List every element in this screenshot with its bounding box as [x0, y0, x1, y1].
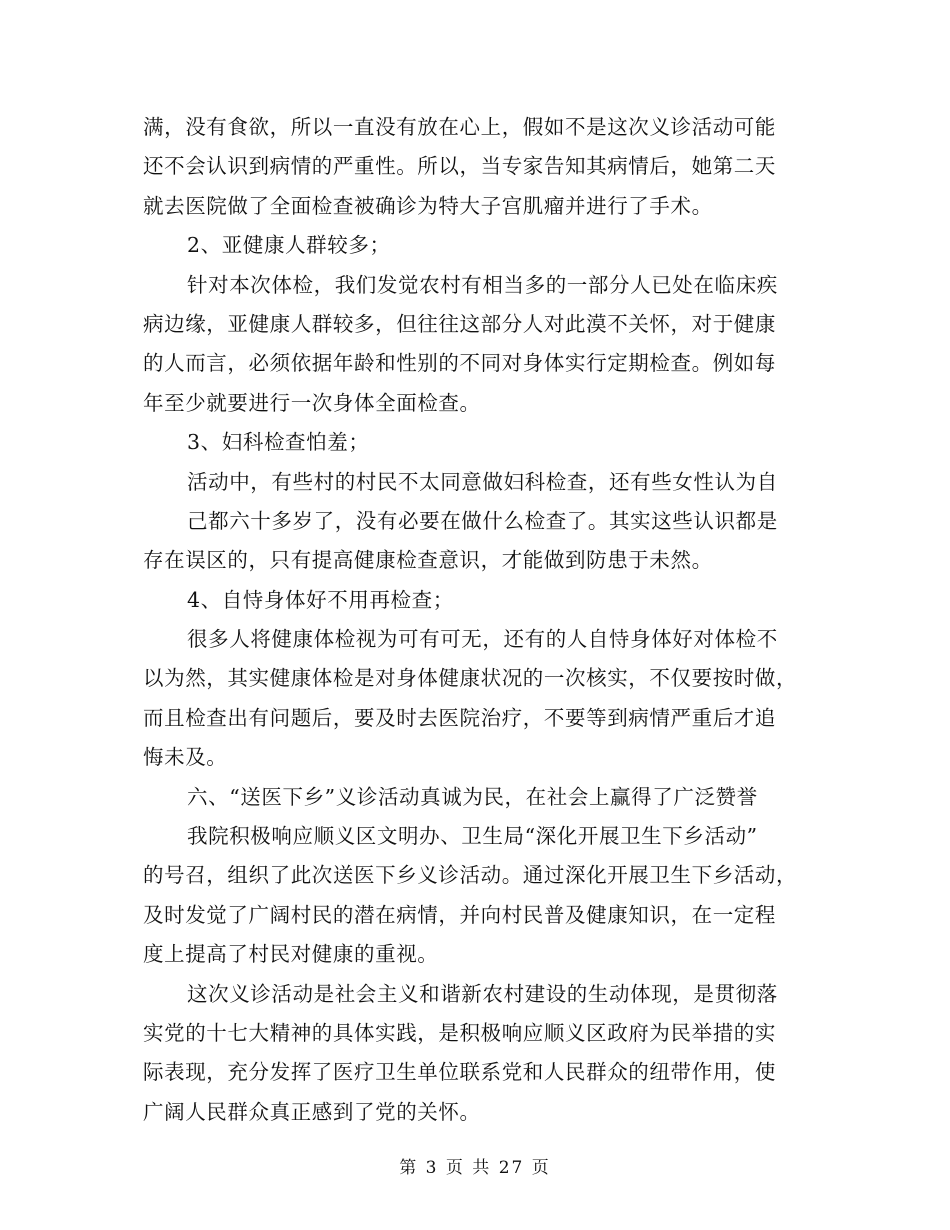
text-line: 就去医院做了全面检查被确诊为特大子宫肌瘤并进行了手术。	[143, 193, 713, 218]
text-line: 4、自恃身体好不用再检查；	[187, 587, 454, 612]
text-line: 还不会认识到病情的严重性。所以，当专家告知其病情后，她第二天	[143, 154, 776, 179]
text-line: 悔未及。	[143, 745, 228, 770]
text-line: 六、“送医下乡”义诊活动真诚为民，在社会上赢得了广泛赞誉	[187, 784, 758, 809]
page-number-footer: 第 3 页 共 27 页	[399, 1158, 551, 1178]
text-line: 满，没有食欲，所以一直没有放在心上，假如不是这次义诊活动可能	[143, 115, 776, 139]
text-line: 度上提高了村民对健康的重视。	[143, 942, 439, 967]
text-line: 的号召，组织了此次送医下乡义诊活动。通过深化开展卫生下乡活动，	[143, 863, 798, 888]
text-line: 病边缘，亚健康人群较多，但往往这部分人对此漠不关怀，对于健康	[143, 311, 776, 336]
text-line: 存在误区的，只有提高健康检查意识，才能做到防患于未然。	[143, 548, 713, 573]
text-line: 实党的十七大精神的具体实践，是积极响应顺义区政府为民举措的实	[143, 1020, 776, 1045]
text-line: 我院积极响应顺义区文明办、卫生局“深化开展卫生下乡活动”	[187, 824, 758, 849]
text-line: 的人而言，必须依据年龄和性别的不同对身体实行定期检查。例如每	[143, 351, 776, 376]
text-line: 针对本次体检，我们发觉农村有相当多的一部分人已处在临床疾	[187, 272, 778, 297]
text-line: 广阔人民群众真正感到了党的关怀。	[143, 1099, 481, 1124]
text-line: 很多人将健康体检视为可有可无，还有的人自恃身体好对体检不	[187, 627, 778, 652]
text-line: 年至少就要进行一次身体全面检查。	[143, 390, 481, 415]
text-line: 际表现，充分发挥了医疗卫生单位联系党和人民群众的纽带作用，使	[143, 1060, 776, 1085]
text-line: 3、妇科检查怕羞；	[187, 430, 370, 455]
text-line: 2、亚健康人群较多；	[187, 233, 391, 258]
text-line: 这次义诊活动是社会主义和谐新农村建设的生动体现，是贯彻落	[187, 981, 778, 1006]
text-line: 而且检查出有问题后，要及时去医院治疗，不要等到病情严重后才追	[143, 705, 776, 730]
text-line: 活动中，有些村的村民不太同意做妇科检查，还有些女性认为自	[187, 469, 778, 494]
text-line: 及时发觉了广阔村民的潜在病情，并向村民普及健康知识，在一定程	[143, 902, 776, 927]
text-line: 以为然，其实健康体检是对身体健康状况的一次核实，不仅要按时做，	[143, 666, 798, 691]
text-line: 己都六十多岁了，没有必要在做什么检查了。其实这些认识都是	[187, 508, 778, 533]
document-body	[143, 108, 803, 1132]
